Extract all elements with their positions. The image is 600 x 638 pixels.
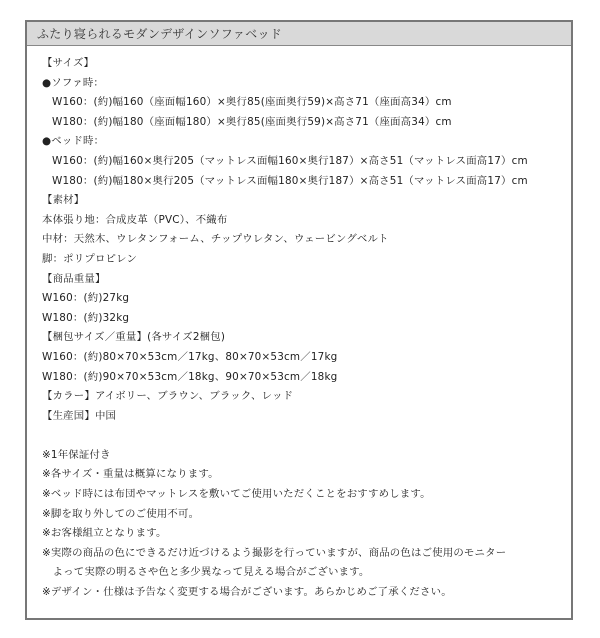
note-item: ※脚を取り外してのご使用不可。 [42, 507, 200, 520]
spec-content [42, 54, 565, 603]
material-body: 本体張り地：合成皮革（PVC）、不織布 [42, 213, 228, 226]
note-item: ※お客様組立となります。 [42, 527, 167, 540]
note-item: ※実際の商品の色にできるだけ近づけるよう撮影を行っていますが、商品の色はご使用のモニター [42, 546, 507, 559]
sofa-size-w160: W160：(約)幅160（座面幅160）×奥行85(座面奥行59)×高さ71（座面高34）cm [52, 96, 452, 109]
bed-size-w180: W180：(約)幅180×奥行205（マットレス面幅180×奥行187）×高さ51（マットレス面高17）cm [52, 174, 528, 187]
origin-line: 【生産国】中国 [42, 409, 117, 422]
note-item: ※ベッド時には布団やマットレスを敷いてご使用いただくことをおすすめします。 [42, 488, 431, 501]
spec-panel [25, 20, 573, 620]
panel-title: ふたり寝られるモダンデザインソファベッド [27, 22, 571, 46]
note-item: ※デザイン・仕様は予告なく変更する場合がございます。あらかじめご了承ください。 [42, 586, 452, 599]
weight-w160: W160：(約)27kg [42, 292, 130, 305]
size-heading: 【サイズ】 [42, 57, 95, 69]
note-item: ※1年保証付き [42, 448, 111, 461]
note-item: ※各サイズ・重量は概算になります。 [42, 468, 219, 481]
package-w180: W180：(約)90×70×53cm／18kg、90×70×53cm／18kg [42, 370, 338, 383]
spacer [42, 426, 565, 446]
material-legs: 脚：ポリプロピレン [42, 252, 138, 265]
sofa-size-w180: W180：(約)幅180（座面幅180）×奥行85(座面奥行59)×高さ71（座面高34）cm [52, 115, 452, 128]
material-core: 中材：天然木、ウレタンフォーム、チップウレタン、ウェービングベルト [42, 233, 389, 246]
bed-label: ●ベッド時： [42, 135, 105, 148]
sofa-label: ●ソファ時： [42, 76, 105, 89]
note-item-continuation: よって実際の明るさや色と多少異なって見える場合がございます。 [42, 566, 370, 579]
material-heading: 【素材】 [42, 194, 85, 207]
bed-size-w160: W160：(約)幅160×奥行205（マットレス面幅160×奥行187）×高さ51（マットレス面高17）cm [52, 154, 528, 167]
package-w160: W160：(約)80×70×53cm／17kg、80×70×53cm／17kg [42, 350, 338, 363]
weight-heading: 【商品重量】 [42, 272, 106, 285]
color-line: 【カラー】アイボリー、ブラウン、ブラック、レッド [42, 390, 294, 403]
package-heading: 【梱包サイズ／重量】(各サイズ2梱包) [42, 331, 226, 344]
weight-w180: W180：(約)32kg [42, 311, 130, 324]
